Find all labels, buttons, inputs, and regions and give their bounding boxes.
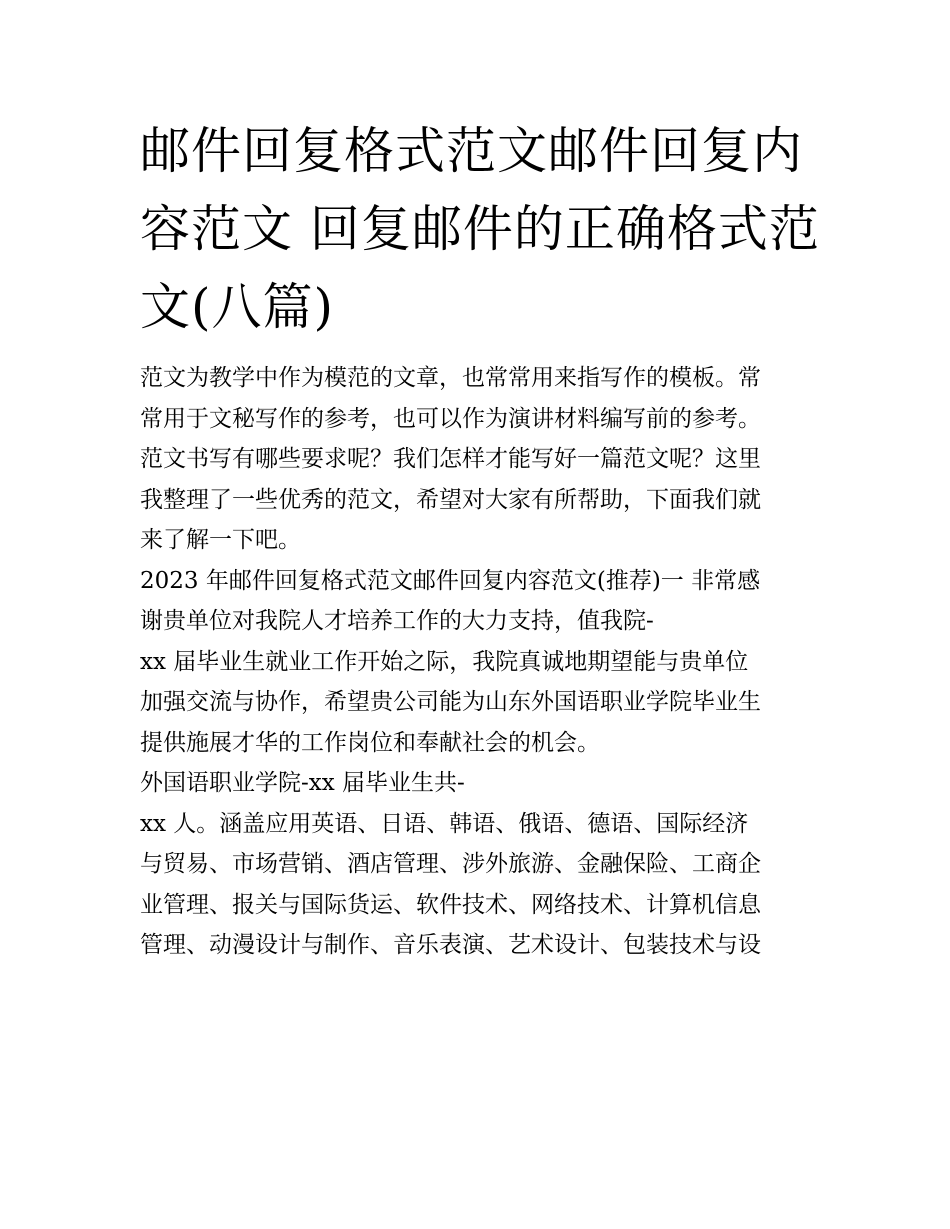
body-line: 我整理了一些优秀的范文，希望对大家有所帮助，下面我们就 [140,486,761,513]
body-line: 加强交流与协作，希望贵公司能为山东外国语职业学院毕业生 [140,689,761,715]
title-line: 文(八篇) [140,278,335,336]
document-title [140,112,820,346]
title-line: 邮件回复格式范文邮件回复内 [140,122,803,180]
body-line: 常用于文秘写作的参考，也可以作为演讲材料编写前的参考。 [140,405,761,432]
body-line: 范文为教学中作为模范的文章，也常常用来指写作的模板。常 [140,365,761,391]
document-body [140,358,830,966]
body-line: 业管理、报关与国际货运、软件技术、网络技术、计算机信息 [140,891,761,918]
body-line: 管理、动漫设计与制作、音乐表演、艺术设计、包装技术与设 [140,932,761,958]
body-line: 2023 年邮件回复格式范文邮件回复内容范文(推荐)一 非常感 [140,567,761,594]
body-line: xx 届毕业生就业工作开始之际，我院真诚地期望能与贵单位 [140,648,749,675]
body-line: 外国语职业学院-xx 届毕业生共- [140,770,465,796]
body-line: 来了解一下吧。 [140,527,301,553]
body-line: 谢贵单位对我院人才培养工作的大力支持，值我院- [140,608,654,634]
title-line: 容范文 回复邮件的正确格式范 [140,200,820,258]
body-line: 提供施展才华的工作岗位和奉献社会的机会。 [140,729,600,756]
body-line: 范文书写有哪些要求呢？我们怎样才能写好一篇范文呢？这里 [140,446,761,472]
body-line: xx 人。涵盖应用英语、日语、韩语、俄语、德语、国际经济 [140,810,749,837]
body-line: 与贸易、市场营销、酒店管理、涉外旅游、金融保险、工商企 [140,851,761,877]
